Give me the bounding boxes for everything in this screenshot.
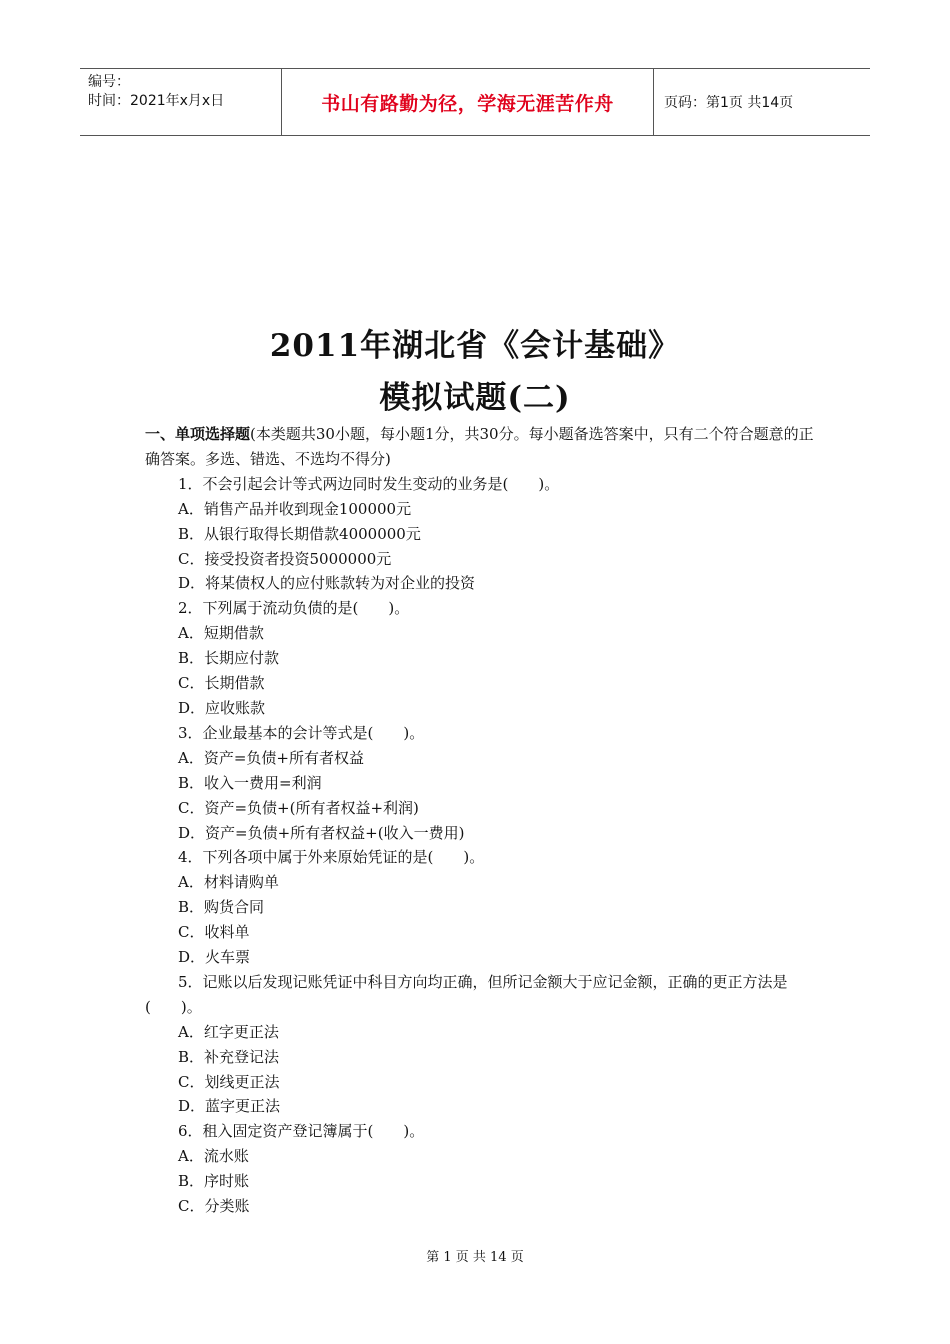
page-header [80, 68, 870, 136]
question-6: 6．租入固定资产登记簿属于( )。 [178, 1122, 425, 1141]
option: A．红字更正法 [178, 1022, 279, 1041]
section-description: (本类题共30小题，每小题1分，共30分。每小题备选答案中，只有二个符合题意的正确答案。多选、错选、不选均不得分) [145, 425, 814, 468]
option: A．流水账 [178, 1147, 249, 1166]
option: C．资产=负债+(所有者权益+利润) [178, 798, 419, 817]
option: C．分类账 [178, 1197, 250, 1216]
option: B．序时账 [178, 1172, 250, 1191]
option: A．资产=负债+所有者权益 [178, 748, 364, 767]
option: B．长期应付款 [178, 649, 280, 668]
time-label: 时间：2021年x月x日 [88, 93, 225, 109]
option: D．火车票 [178, 948, 251, 967]
section-lead: 一、单项选择题 [145, 425, 251, 443]
option: C．收料单 [178, 923, 250, 942]
option: A．销售产品并收到现金100000元 [178, 499, 412, 518]
question-4: 4．下列各项中属于外来原始凭证的是( )。 [178, 848, 485, 867]
option: A．材料请购单 [178, 873, 279, 892]
option: D．资产=负债+所有者权益+(收入一费用) [178, 823, 465, 842]
option: A．短期借款 [178, 624, 264, 643]
section-intro [145, 422, 815, 472]
option: B．购货合同 [178, 898, 265, 917]
question-1: 1．不会引起会计等式两边同时发生变动的业务是( )。 [178, 474, 560, 493]
header-meta [80, 69, 282, 135]
option: C．长期借款 [178, 674, 265, 693]
number-label: 编号： [88, 74, 130, 90]
option: B．补充登记法 [178, 1047, 280, 1066]
title-line-1: 2011年湖北省《会计基础》 [269, 328, 681, 364]
question-3: 3．企业最基本的会计等式是( )。 [178, 723, 425, 742]
question-5: 5．记账以后发现记账凭证中科目方向均正确，但所记金额大于应记金额，正确的更正方法是( )。 [145, 972, 788, 1016]
option: D．应收账款 [178, 698, 266, 717]
page-footer: 第 1 页 共 14 页 [426, 1250, 524, 1265]
title-line-2: 模拟试题(二) [379, 380, 571, 416]
option: D．将某债权人的应付账款转为对企业的投资 [178, 574, 476, 593]
question-2: 2．下列属于流动负债的是( )。 [178, 599, 410, 618]
header-motto: 书山有路勤为径，学海无涯苦作舟 [282, 69, 654, 135]
exam-content [145, 422, 815, 1219]
option: B．收入一费用=利润 [178, 773, 322, 792]
option: C．划线更正法 [178, 1072, 280, 1091]
option: C．接受投资者投资5000000元 [178, 549, 392, 568]
option: D．蓝字更正法 [178, 1097, 281, 1116]
option: B．从银行取得长期借款4000000元 [178, 524, 421, 543]
header-page-info: 页码：第1页 共14页 [664, 95, 794, 111]
